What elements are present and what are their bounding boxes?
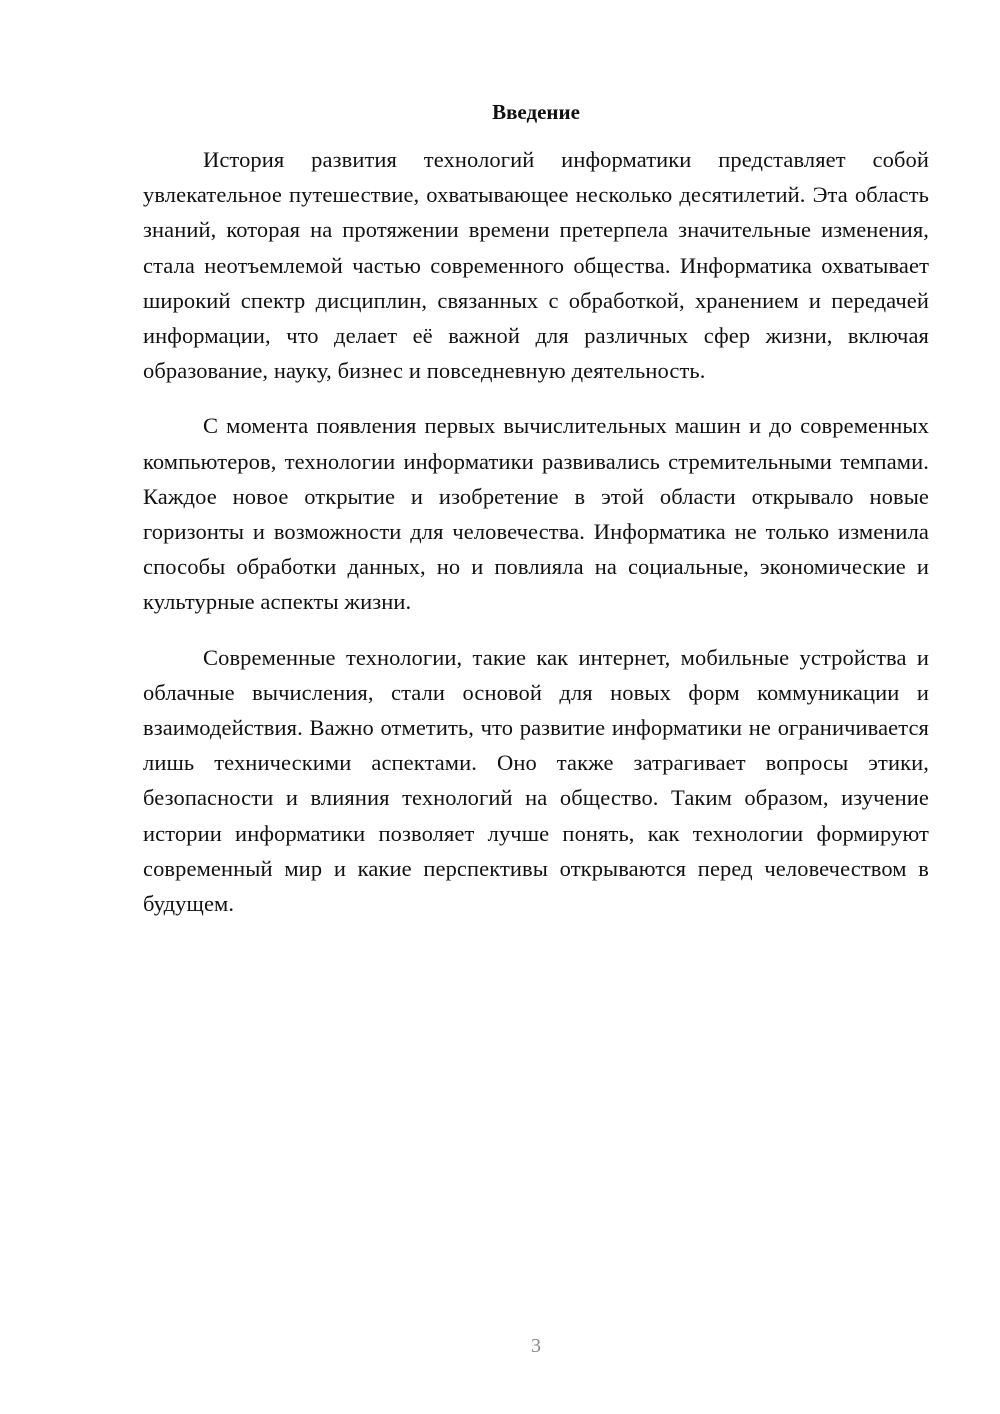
body-text xyxy=(143,142,929,941)
page-number: 3 xyxy=(531,1335,541,1357)
section-heading: Введение xyxy=(492,100,580,124)
paragraph-3: Современные технологии, такие как интернет, мобильные устройства и облачные вычисления, стали основой для новых форм коммуникации и взаимодействия. Важно отметить, что развитие информатики не ограничивается лишь техническими аспектами. Оно также затрагивает вопросы этики, безопасности и влияния технологий на общество. Таким образом, изучение истории информатики позволяет лучше понять, как технологии формируют современный мир и какие перспективы открываются перед человечеством в будущем. xyxy=(143,644,929,917)
paragraph-1: История развития технологий информатики представляет собой увлекательное путешествие, охватывающее несколько десятилетий. Эта область знаний, которая на протяжении времени претерпела значительные изменения, стала неотъемлемой частью современного общества. Информатика охватывает широкий спектр дисциплин, связанных с обработкой, хранением и передачей информации, что делает её важной для различных сфер жизни, включая образование, науку, бизнес и повседневную деятельность. xyxy=(143,147,929,384)
paragraph-2: С момента появления первых вычислительных машин и до современных компьютеров, технологии информатики развивались стремительными темпами. Каждое новое открытие и изобретение в этой области открывало новые горизонты и возможности для человечества. Информатика не только изменила способы обработки данных, но и повлияла на социальные, экономические и культурные аспекты жизни. xyxy=(143,413,929,615)
